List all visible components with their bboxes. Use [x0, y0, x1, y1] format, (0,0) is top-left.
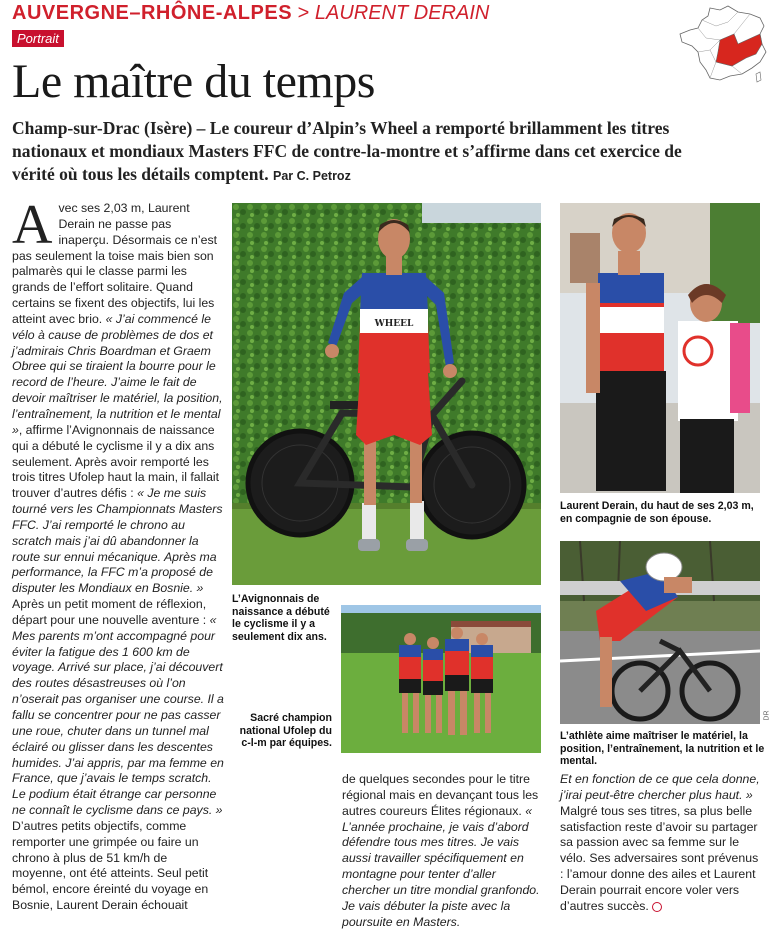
race-photo: [560, 541, 760, 724]
body-text: D’autres petits objectifs, comme remporter une grimpée ou faire un chrono à plus de 51 km/h de moyenne, ont été atteints. Seul petit bémol, encore éreinté du voyage en Bosnie, Laurent Derain échouait: [12, 818, 209, 913]
body-text: de quelques secondes pour le titre régional mais en devançant tous les autres coureurs Élites régionaux.: [342, 772, 539, 818]
breadcrumb-separator: >: [297, 2, 310, 24]
caption-couple-photo: Laurent Derain, du haut de ses 2,03 m, en compagnie de son épouse.: [560, 500, 754, 525]
article-column-3: [560, 772, 760, 915]
jersey-logo: WHEEL: [374, 319, 414, 329]
subject-name: LAURENT DERAIN: [314, 2, 490, 24]
photo-credit: DR: [763, 710, 771, 721]
france-map-icon: [676, 4, 776, 84]
dropcap: A: [12, 194, 53, 256]
article-lead: [12, 117, 692, 188]
couple-photo: [560, 203, 760, 493]
main-photo: [232, 203, 541, 585]
quote-text: « L’année prochaine, je vais d’abord défendre tous mes titres. Je vais aussi travailler spécifiquement en montagne pour tenter d’aller chercher un titre mondial granfondo. Je vais débuter la piste avec la poursuite en Masters.: [342, 803, 540, 929]
end-mark-icon: [652, 902, 662, 912]
caption-team-photo: Sacré champion national Ufolep du c-l-m par équipes.: [239, 712, 332, 749]
byline: Par C. Petroz: [273, 169, 351, 183]
quote-text: « Mes parents m’ont accompagné pour éviter la fatigue des 1 600 km de voyage. Arrivé sur place, j’ai découvert des routes désastreuses où l’on n’oserait pas organiser une course. Il a fallu se concentrer pour ne pas casser une roue, chuter dans un tunnel mal éclairé ou glisser dans les descentes humides. J’ai appris, par ma femme en France, que j’avais le temps scratch. Le podium était étrange car personne ne connaît le cyclisme dans ce pays. »: [12, 612, 224, 818]
body-text: Après un petit moment de réflexion, départ pour une nouvelle aventure :: [12, 597, 210, 627]
page-title: Le maître du temps: [12, 55, 375, 108]
quote-text: « Je me suis tourné vers les Championnats Masters FFC. J’ai remporté le chrono au scratch mais j’ai dû abandonner la route sur ennui mécanique. Après ma performance, la FFC m’a proposé de disputer les Mondiaux en Bosnie. »: [12, 486, 223, 596]
column-1-text: [12, 194, 224, 913]
body-text: vec ses 2,03 m, Laurent Derain ne passe pas inaperçu. Désormais ce n’est pas seulement la toise mais bien son palmarès qui le classe parmi les grands de l’effort solitaire. Quand certains se fixent des objectifs, lui les atteint avec brio.: [12, 201, 218, 326]
team-photo: [341, 605, 541, 753]
quote-text: Et en fonction de ce que cela donne, j’irai peut-être chercher plus haut. »: [560, 772, 760, 802]
region-header: [12, 2, 489, 25]
caption-race-photo: L’athlète aime maîtriser le matériel, la position, l’entraînement, la nutrition et le mental.: [560, 730, 765, 767]
caption-main-photo: L’Avignonnais de naissance a débuté le cyclisme il y a seulement dix ans.: [232, 593, 330, 643]
article-column-1: [12, 194, 224, 914]
section-badge: Portrait: [12, 30, 64, 47]
region-name: AUVERGNE–RHÔNE-ALPES: [12, 2, 293, 24]
body-text: Malgré tous ses titres, sa plus belle satisfaction reste d’avoir su partager sa passion avec sa femme sur le vélo. Ses adversaires sont prévenus : l’amour donne des ailes et Laurent Derain pourrait encore voler vers d’autres succès.: [560, 803, 759, 913]
lead-text: Champ-sur-Drac (Isère) – Le coureur d’Alpin’s Wheel a remporté brillamment les titres nationaux et mondiaux Masters FFC de contre-la-montre et s’affirme dans cet exercice de vérité où tous les détails comptent.: [12, 118, 682, 184]
quote-text: « J’ai commencé le vélo à cause de problèmes de dos et j’admirais Chris Boardman et Graem Obree qui se tiraient la bourre pour le record de l’heure. J’aime le fait de devoir maîtriser le matériel, la position, l’entraînement, la nutrition et le mental »: [12, 311, 223, 437]
column-3-text: [560, 772, 760, 913]
article-column-2: [342, 772, 542, 930]
body-text: , affirme l’Avignonnais de naissance qui a débuté le cyclisme il y a dix ans seulement. Après avoir remporté les trois titres Ufolep haut la main, il fallait trouver d’autres défis :: [12, 422, 220, 501]
column-2-text: [342, 772, 540, 929]
